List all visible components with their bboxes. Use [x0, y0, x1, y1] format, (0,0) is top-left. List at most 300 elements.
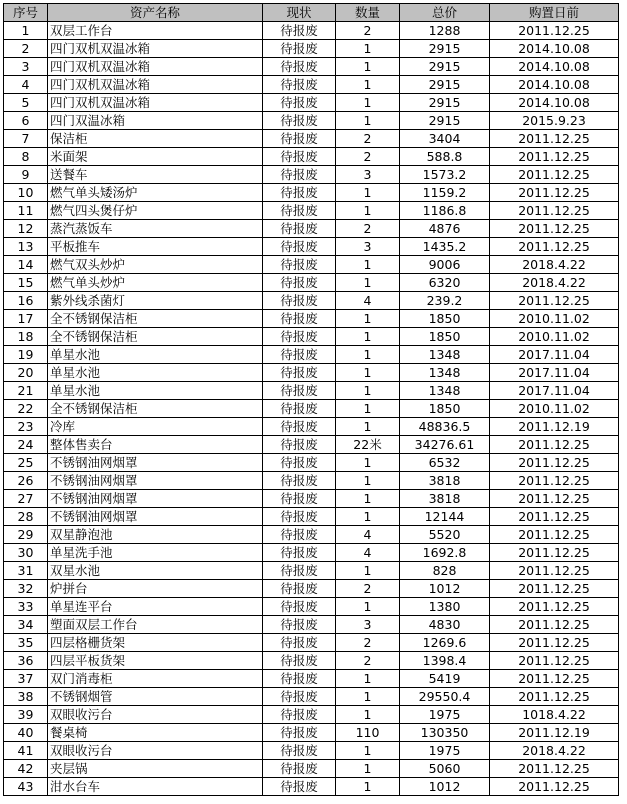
- table-row: [4, 670, 619, 688]
- total-price-cell[interactable]: 6320: [400, 274, 490, 292]
- asset-name-cell[interactable]: 双眼收污台: [48, 706, 263, 724]
- header-quantity[interactable]: 数量: [336, 4, 400, 22]
- quantity-cell[interactable]: 2: [336, 220, 400, 238]
- table-row: [4, 148, 619, 166]
- status-cell[interactable]: 待报废: [263, 508, 336, 526]
- index-cell[interactable]: 4: [4, 76, 48, 94]
- index-cell[interactable]: 35: [4, 634, 48, 652]
- total-price-cell[interactable]: 1850: [400, 310, 490, 328]
- purchase-date-cell[interactable]: 2011.12.19: [490, 724, 619, 742]
- asset-name-cell[interactable]: 炉拼台: [48, 580, 263, 598]
- quantity-cell[interactable]: 4: [336, 292, 400, 310]
- total-price-cell[interactable]: 3404: [400, 130, 490, 148]
- quantity-cell[interactable]: 2: [336, 580, 400, 598]
- index-cell[interactable]: 40: [4, 724, 48, 742]
- status-cell[interactable]: 待报废: [263, 112, 336, 130]
- purchase-date-cell[interactable]: 2018.4.22: [490, 256, 619, 274]
- quantity-cell[interactable]: 1: [336, 598, 400, 616]
- total-price-cell[interactable]: 3818: [400, 490, 490, 508]
- total-price-cell[interactable]: 2915: [400, 94, 490, 112]
- status-cell[interactable]: 待报废: [263, 238, 336, 256]
- table-row: [4, 580, 619, 598]
- index-cell[interactable]: 13: [4, 238, 48, 256]
- quantity-cell[interactable]: 1: [336, 418, 400, 436]
- status-cell[interactable]: 待报废: [263, 202, 336, 220]
- status-cell[interactable]: 待报废: [263, 688, 336, 706]
- asset-name-cell[interactable]: 米面架: [48, 148, 263, 166]
- table-row: [4, 598, 619, 616]
- quantity-cell[interactable]: 3: [336, 166, 400, 184]
- total-price-cell[interactable]: 4876: [400, 220, 490, 238]
- purchase-date-cell[interactable]: 2011.12.25: [490, 220, 619, 238]
- table-row: [4, 58, 619, 76]
- asset-name-cell[interactable]: 燃气单头炒炉: [48, 274, 263, 292]
- quantity-cell[interactable]: 22米: [336, 436, 400, 454]
- status-cell[interactable]: 待报废: [263, 58, 336, 76]
- index-cell[interactable]: 37: [4, 670, 48, 688]
- purchase-date-cell[interactable]: 2017.11.04: [490, 364, 619, 382]
- quantity-cell[interactable]: 1: [336, 508, 400, 526]
- table-row: [4, 310, 619, 328]
- quantity-cell[interactable]: 3: [336, 238, 400, 256]
- status-cell[interactable]: 待报废: [263, 130, 336, 148]
- quantity-cell[interactable]: 1: [336, 490, 400, 508]
- table-row: [4, 112, 619, 130]
- quantity-cell[interactable]: 1: [336, 562, 400, 580]
- header-index[interactable]: 序号: [4, 4, 48, 22]
- status-cell[interactable]: 待报废: [263, 598, 336, 616]
- total-price-cell[interactable]: 48836.5: [400, 418, 490, 436]
- total-price-cell[interactable]: 2915: [400, 76, 490, 94]
- asset-name-cell[interactable]: 双星水池: [48, 562, 263, 580]
- status-cell[interactable]: 待报废: [263, 274, 336, 292]
- status-cell[interactable]: 待报废: [263, 580, 336, 598]
- quantity-cell[interactable]: 1: [336, 112, 400, 130]
- total-price-cell[interactable]: 1348: [400, 364, 490, 382]
- quantity-cell[interactable]: 1: [336, 670, 400, 688]
- quantity-cell[interactable]: 1: [336, 202, 400, 220]
- index-cell[interactable]: 22: [4, 400, 48, 418]
- purchase-date-cell[interactable]: 2011.12.25: [490, 202, 619, 220]
- table-row: [4, 616, 619, 634]
- status-cell[interactable]: 待报废: [263, 148, 336, 166]
- status-cell[interactable]: 待报废: [263, 562, 336, 580]
- index-cell[interactable]: 17: [4, 310, 48, 328]
- asset-name-cell[interactable]: 单星洗手池: [48, 544, 263, 562]
- index-cell[interactable]: 25: [4, 454, 48, 472]
- purchase-date-cell[interactable]: 2010.11.02: [490, 400, 619, 418]
- asset-name-cell[interactable]: 不锈钢油网烟罩: [48, 490, 263, 508]
- purchase-date-cell[interactable]: 2011.12.25: [490, 454, 619, 472]
- total-price-cell[interactable]: 239.2: [400, 292, 490, 310]
- total-price-cell[interactable]: 6532: [400, 454, 490, 472]
- asset-name-cell[interactable]: 不锈钢烟管: [48, 688, 263, 706]
- index-cell[interactable]: 7: [4, 130, 48, 148]
- asset-name-cell[interactable]: 四层格栅货架: [48, 634, 263, 652]
- asset-name-cell[interactable]: 燃气双头炒炉: [48, 256, 263, 274]
- asset-name-cell[interactable]: 蒸汽蒸饭车: [48, 220, 263, 238]
- index-cell[interactable]: 36: [4, 652, 48, 670]
- quantity-cell[interactable]: 1: [336, 778, 400, 796]
- index-cell[interactable]: 9: [4, 166, 48, 184]
- asset-name-cell[interactable]: 双眼收污台: [48, 742, 263, 760]
- total-price-cell[interactable]: 1269.6: [400, 634, 490, 652]
- purchase-date-cell[interactable]: 2011.12.25: [490, 490, 619, 508]
- index-cell[interactable]: 27: [4, 490, 48, 508]
- status-cell[interactable]: 待报废: [263, 490, 336, 508]
- status-cell[interactable]: 待报废: [263, 310, 336, 328]
- table-row: [4, 724, 619, 742]
- table-row: [4, 256, 619, 274]
- quantity-cell[interactable]: 1: [336, 688, 400, 706]
- asset-name-cell[interactable]: 保洁柜: [48, 130, 263, 148]
- quantity-cell[interactable]: 1: [336, 760, 400, 778]
- header-purchase-date[interactable]: 购置日前: [490, 4, 619, 22]
- table-row: [4, 328, 619, 346]
- index-cell[interactable]: 21: [4, 382, 48, 400]
- asset-name-cell[interactable]: 燃气单头矮汤炉: [48, 184, 263, 202]
- total-price-cell[interactable]: 29550.4: [400, 688, 490, 706]
- table-row: [4, 184, 619, 202]
- quantity-cell[interactable]: 1: [336, 184, 400, 202]
- asset-name-cell[interactable]: 不锈钢油网烟罩: [48, 472, 263, 490]
- status-cell[interactable]: 待报废: [263, 94, 336, 112]
- index-cell[interactable]: 14: [4, 256, 48, 274]
- status-cell[interactable]: 待报废: [263, 400, 336, 418]
- status-cell[interactable]: 待报废: [263, 778, 336, 796]
- status-cell[interactable]: 待报废: [263, 760, 336, 778]
- purchase-date-cell[interactable]: 2011.12.25: [490, 184, 619, 202]
- status-cell[interactable]: 待报废: [263, 382, 336, 400]
- index-cell[interactable]: 19: [4, 346, 48, 364]
- quantity-cell[interactable]: 1: [336, 364, 400, 382]
- quantity-cell[interactable]: 2: [336, 652, 400, 670]
- index-cell[interactable]: 28: [4, 508, 48, 526]
- quantity-cell[interactable]: 1: [336, 310, 400, 328]
- header-row: [4, 4, 619, 22]
- index-cell[interactable]: 16: [4, 292, 48, 310]
- index-cell[interactable]: 8: [4, 148, 48, 166]
- total-price-cell[interactable]: 1186.8: [400, 202, 490, 220]
- asset-name-cell[interactable]: 全不锈钢保洁柜: [48, 328, 263, 346]
- total-price-cell[interactable]: 1850: [400, 400, 490, 418]
- index-cell[interactable]: 15: [4, 274, 48, 292]
- purchase-date-cell[interactable]: 2011.12.25: [490, 472, 619, 490]
- quantity-cell[interactable]: 1: [336, 328, 400, 346]
- total-price-cell[interactable]: 1975: [400, 742, 490, 760]
- asset-name-cell[interactable]: 双门消毒柜: [48, 670, 263, 688]
- total-price-cell[interactable]: 1012: [400, 580, 490, 598]
- purchase-date-cell[interactable]: 2011.12.25: [490, 292, 619, 310]
- total-price-cell[interactable]: 4830: [400, 616, 490, 634]
- asset-name-cell[interactable]: 燃气四头煲仔炉: [48, 202, 263, 220]
- quantity-cell[interactable]: 110: [336, 724, 400, 742]
- purchase-date-cell[interactable]: 1018.4.22: [490, 706, 619, 724]
- quantity-cell[interactable]: 2: [336, 130, 400, 148]
- table-row: [4, 508, 619, 526]
- purchase-date-cell[interactable]: 2011.12.25: [490, 544, 619, 562]
- purchase-date-cell[interactable]: 2011.12.19: [490, 418, 619, 436]
- total-price-cell[interactable]: 12144: [400, 508, 490, 526]
- total-price-cell[interactable]: 828: [400, 562, 490, 580]
- total-price-cell[interactable]: 1159.2: [400, 184, 490, 202]
- purchase-date-cell[interactable]: 2011.12.25: [490, 652, 619, 670]
- asset-table: [3, 3, 619, 796]
- index-cell[interactable]: 32: [4, 580, 48, 598]
- quantity-cell[interactable]: 1: [336, 742, 400, 760]
- asset-name-cell[interactable]: 双层工作台: [48, 22, 263, 40]
- purchase-date-cell[interactable]: 2011.12.25: [490, 778, 619, 796]
- table-row: [4, 634, 619, 652]
- purchase-date-cell[interactable]: 2011.12.25: [490, 148, 619, 166]
- asset-name-cell[interactable]: 平板推车: [48, 238, 263, 256]
- index-cell[interactable]: 29: [4, 526, 48, 544]
- quantity-cell[interactable]: 1: [336, 472, 400, 490]
- purchase-date-cell[interactable]: 2011.12.25: [490, 760, 619, 778]
- table-row: [4, 166, 619, 184]
- asset-name-cell[interactable]: 四门双机双温冰箱: [48, 40, 263, 58]
- asset-name-cell[interactable]: 四门双机双温冰箱: [48, 94, 263, 112]
- table-row: [4, 40, 619, 58]
- status-cell[interactable]: 待报废: [263, 724, 336, 742]
- status-cell[interactable]: 待报废: [263, 166, 336, 184]
- total-price-cell[interactable]: 1380: [400, 598, 490, 616]
- table-row: [4, 346, 619, 364]
- asset-name-cell[interactable]: 塑面双层工作台: [48, 616, 263, 634]
- index-cell[interactable]: 18: [4, 328, 48, 346]
- status-cell[interactable]: 待报废: [263, 328, 336, 346]
- quantity-cell[interactable]: 4: [336, 544, 400, 562]
- total-price-cell[interactable]: 1398.4: [400, 652, 490, 670]
- asset-name-cell[interactable]: 单星连平台: [48, 598, 263, 616]
- purchase-date-cell[interactable]: 2017.11.04: [490, 346, 619, 364]
- purchase-date-cell[interactable]: 2018.4.22: [490, 274, 619, 292]
- status-cell[interactable]: 待报废: [263, 652, 336, 670]
- asset-name-cell[interactable]: 四门双机双温冰箱: [48, 76, 263, 94]
- quantity-cell[interactable]: 1: [336, 706, 400, 724]
- quantity-cell[interactable]: 1: [336, 274, 400, 292]
- index-cell[interactable]: 31: [4, 562, 48, 580]
- purchase-date-cell[interactable]: 2011.12.25: [490, 580, 619, 598]
- purchase-date-cell[interactable]: 2014.10.08: [490, 76, 619, 94]
- total-price-cell[interactable]: 1348: [400, 382, 490, 400]
- purchase-date-cell[interactable]: 2011.12.25: [490, 436, 619, 454]
- status-cell[interactable]: 待报废: [263, 184, 336, 202]
- total-price-cell[interactable]: 588.8: [400, 148, 490, 166]
- table-row: [4, 94, 619, 112]
- index-cell[interactable]: 33: [4, 598, 48, 616]
- status-cell[interactable]: 待报废: [263, 292, 336, 310]
- index-cell[interactable]: 34: [4, 616, 48, 634]
- total-price-cell[interactable]: 5419: [400, 670, 490, 688]
- status-cell[interactable]: 待报废: [263, 346, 336, 364]
- quantity-cell[interactable]: 1: [336, 76, 400, 94]
- total-price-cell[interactable]: 1288: [400, 22, 490, 40]
- total-price-cell[interactable]: 1012: [400, 778, 490, 796]
- purchase-date-cell[interactable]: 2011.12.25: [490, 166, 619, 184]
- purchase-date-cell[interactable]: 2011.12.25: [490, 634, 619, 652]
- purchase-date-cell[interactable]: 2011.12.25: [490, 670, 619, 688]
- purchase-date-cell[interactable]: 2017.11.04: [490, 382, 619, 400]
- header-total-price[interactable]: 总价: [400, 4, 490, 22]
- status-cell[interactable]: 待报废: [263, 256, 336, 274]
- asset-name-cell[interactable]: 冷库: [48, 418, 263, 436]
- quantity-cell[interactable]: 3: [336, 616, 400, 634]
- table-row: [4, 742, 619, 760]
- status-cell[interactable]: 待报废: [263, 544, 336, 562]
- status-cell[interactable]: 待报废: [263, 634, 336, 652]
- asset-name-cell[interactable]: 四门双机双温冰箱: [48, 58, 263, 76]
- total-price-cell[interactable]: 5060: [400, 760, 490, 778]
- total-price-cell[interactable]: 130350: [400, 724, 490, 742]
- quantity-cell[interactable]: 1: [336, 94, 400, 112]
- purchase-date-cell[interactable]: 2011.12.25: [490, 562, 619, 580]
- quantity-cell[interactable]: 2: [336, 22, 400, 40]
- total-price-cell[interactable]: 1692.8: [400, 544, 490, 562]
- index-cell[interactable]: 2: [4, 40, 48, 58]
- asset-name-cell[interactable]: 泔水台车: [48, 778, 263, 796]
- asset-name-cell[interactable]: 全不锈钢保洁柜: [48, 310, 263, 328]
- index-cell[interactable]: 42: [4, 760, 48, 778]
- total-price-cell[interactable]: 3818: [400, 472, 490, 490]
- status-cell[interactable]: 待报废: [263, 616, 336, 634]
- index-cell[interactable]: 39: [4, 706, 48, 724]
- table-row: [4, 472, 619, 490]
- purchase-date-cell[interactable]: 2011.12.25: [490, 22, 619, 40]
- purchase-date-cell[interactable]: 2010.11.02: [490, 328, 619, 346]
- asset-name-cell[interactable]: 双星静泡池: [48, 526, 263, 544]
- asset-name-cell[interactable]: 餐桌椅: [48, 724, 263, 742]
- index-cell[interactable]: 20: [4, 364, 48, 382]
- table-row: [4, 436, 619, 454]
- quantity-cell[interactable]: 1: [336, 346, 400, 364]
- header-asset-name[interactable]: 资产名称: [48, 4, 263, 22]
- quantity-cell[interactable]: 1: [336, 40, 400, 58]
- status-cell[interactable]: 待报废: [263, 742, 336, 760]
- table-body: [4, 22, 619, 796]
- asset-name-cell[interactable]: 不锈钢油网烟罩: [48, 508, 263, 526]
- table-row: [4, 274, 619, 292]
- purchase-date-cell[interactable]: 2014.10.08: [490, 40, 619, 58]
- total-price-cell[interactable]: 1850: [400, 328, 490, 346]
- purchase-date-cell[interactable]: 2014.10.08: [490, 94, 619, 112]
- asset-name-cell[interactable]: 单星水池: [48, 364, 263, 382]
- status-cell[interactable]: 待报废: [263, 472, 336, 490]
- status-cell[interactable]: 待报废: [263, 40, 336, 58]
- purchase-date-cell[interactable]: 2010.11.02: [490, 310, 619, 328]
- total-price-cell[interactable]: 2915: [400, 112, 490, 130]
- index-cell[interactable]: 43: [4, 778, 48, 796]
- total-price-cell[interactable]: 9006: [400, 256, 490, 274]
- index-cell[interactable]: 5: [4, 94, 48, 112]
- status-cell[interactable]: 待报废: [263, 436, 336, 454]
- purchase-date-cell[interactable]: 2011.12.25: [490, 238, 619, 256]
- total-price-cell[interactable]: 2915: [400, 58, 490, 76]
- status-cell[interactable]: 待报废: [263, 418, 336, 436]
- table-row: [4, 760, 619, 778]
- purchase-date-cell[interactable]: 2018.4.22: [490, 742, 619, 760]
- index-cell[interactable]: 11: [4, 202, 48, 220]
- asset-name-cell[interactable]: 不锈钢油网烟罩: [48, 454, 263, 472]
- quantity-cell[interactable]: 1: [336, 58, 400, 76]
- status-cell[interactable]: 待报废: [263, 22, 336, 40]
- index-cell[interactable]: 10: [4, 184, 48, 202]
- quantity-cell[interactable]: 2: [336, 148, 400, 166]
- asset-name-cell[interactable]: 单星水池: [48, 346, 263, 364]
- status-cell[interactable]: 待报废: [263, 670, 336, 688]
- index-cell[interactable]: 41: [4, 742, 48, 760]
- index-cell[interactable]: 1: [4, 22, 48, 40]
- status-cell[interactable]: 待报废: [263, 220, 336, 238]
- index-cell[interactable]: 24: [4, 436, 48, 454]
- quantity-cell[interactable]: 1: [336, 454, 400, 472]
- total-price-cell[interactable]: 1975: [400, 706, 490, 724]
- index-cell[interactable]: 38: [4, 688, 48, 706]
- quantity-cell[interactable]: 1: [336, 400, 400, 418]
- index-cell[interactable]: 3: [4, 58, 48, 76]
- status-cell[interactable]: 待报废: [263, 364, 336, 382]
- purchase-date-cell[interactable]: 2011.12.25: [490, 508, 619, 526]
- index-cell[interactable]: 30: [4, 544, 48, 562]
- header-status[interactable]: 现状: [263, 4, 336, 22]
- table-row: [4, 22, 619, 40]
- purchase-date-cell[interactable]: 2011.12.25: [490, 598, 619, 616]
- index-cell[interactable]: 12: [4, 220, 48, 238]
- table-row: [4, 778, 619, 796]
- table-row: [4, 544, 619, 562]
- purchase-date-cell[interactable]: 2011.12.25: [490, 616, 619, 634]
- total-price-cell[interactable]: 2915: [400, 40, 490, 58]
- quantity-cell[interactable]: 4: [336, 526, 400, 544]
- status-cell[interactable]: 待报废: [263, 454, 336, 472]
- table-row: [4, 490, 619, 508]
- quantity-cell[interactable]: 1: [336, 256, 400, 274]
- status-cell[interactable]: 待报废: [263, 526, 336, 544]
- status-cell[interactable]: 待报废: [263, 706, 336, 724]
- total-price-cell[interactable]: 1435.2: [400, 238, 490, 256]
- asset-name-cell[interactable]: 夹层锅: [48, 760, 263, 778]
- total-price-cell[interactable]: 34276.61: [400, 436, 490, 454]
- purchase-date-cell[interactable]: 2011.12.25: [490, 688, 619, 706]
- asset-name-cell[interactable]: 四门双温冰箱: [48, 112, 263, 130]
- table-row: [4, 364, 619, 382]
- status-cell[interactable]: 待报废: [263, 76, 336, 94]
- total-price-cell[interactable]: 5520: [400, 526, 490, 544]
- index-cell[interactable]: 23: [4, 418, 48, 436]
- table-row: [4, 76, 619, 94]
- asset-name-cell[interactable]: 四层平板货架: [48, 652, 263, 670]
- index-cell[interactable]: 26: [4, 472, 48, 490]
- index-cell[interactable]: 6: [4, 112, 48, 130]
- purchase-date-cell[interactable]: 2011.12.25: [490, 526, 619, 544]
- asset-name-cell[interactable]: 全不锈钢保洁柜: [48, 400, 263, 418]
- table-row: [4, 706, 619, 724]
- total-price-cell[interactable]: 1348: [400, 346, 490, 364]
- purchase-date-cell[interactable]: 2014.10.08: [490, 58, 619, 76]
- asset-name-cell[interactable]: 紫外线杀菌灯: [48, 292, 263, 310]
- quantity-cell[interactable]: 1: [336, 382, 400, 400]
- asset-name-cell[interactable]: 送餐车: [48, 166, 263, 184]
- asset-name-cell[interactable]: 整体售卖台: [48, 436, 263, 454]
- quantity-cell[interactable]: 2: [336, 634, 400, 652]
- table-row: [4, 688, 619, 706]
- asset-name-cell[interactable]: 单星水池: [48, 382, 263, 400]
- table-row: [4, 220, 619, 238]
- total-price-cell[interactable]: 1573.2: [400, 166, 490, 184]
- purchase-date-cell[interactable]: 2015.9.23: [490, 112, 619, 130]
- table-row: [4, 418, 619, 436]
- purchase-date-cell[interactable]: 2011.12.25: [490, 130, 619, 148]
